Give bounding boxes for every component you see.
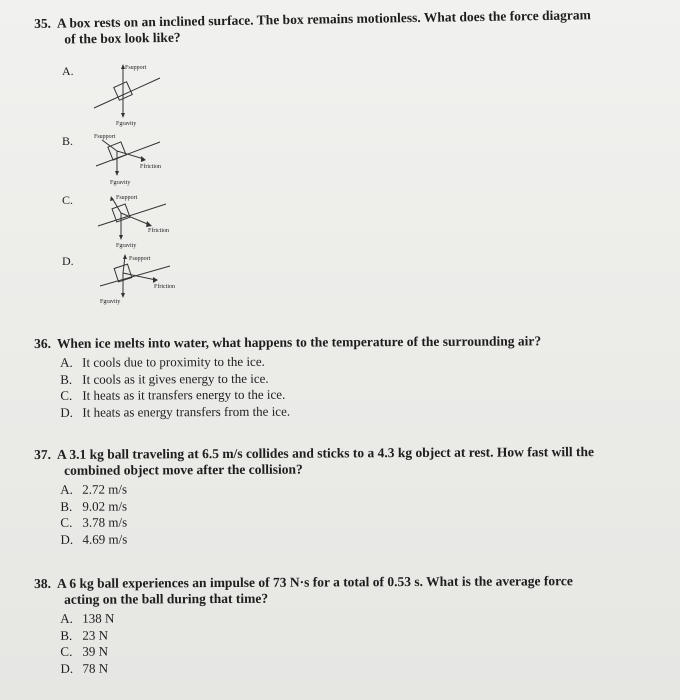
question-number: 38.	[34, 575, 51, 591]
option-text: It cools due to proximity to the ice.	[82, 353, 265, 370]
question-37-stem-line1: A 3.1 kg ball traveling at 6.5 m/s collides and sticks to a 4.3 kg object at rest. How fast will the	[56, 444, 595, 462]
option-letter: A.	[60, 354, 73, 370]
option-letter: B.	[60, 627, 73, 643]
question-number: 36.	[34, 335, 51, 351]
option-text: It heats as it transfers energy to the ice.	[82, 386, 286, 403]
question-36-options	[34, 352, 659, 421]
question-number: 37.	[34, 446, 51, 462]
question-35-option-d[interactable]: D.	[62, 254, 74, 268]
option-letter: B.	[60, 498, 73, 514]
force-diagram-d	[96, 252, 196, 308]
question-36	[34, 333, 659, 421]
label-support-c: Fsupport	[116, 195, 138, 201]
option-text: 78 N	[82, 660, 109, 676]
force-diagram-b	[90, 132, 180, 187]
option-letter: D.	[60, 660, 74, 676]
label-gravity-b: Fgravity	[110, 180, 131, 186]
question-37	[34, 444, 660, 548]
answer-option[interactable]	[60, 528, 659, 548]
label-support-d: Fsupport	[129, 256, 151, 262]
question-38-stem-line1: A 6 kg ball experiences an impulse of 73 N·s for a total of 0.53 s. What is the average force	[56, 573, 573, 591]
force-diagram-c	[92, 192, 187, 250]
question-35-option-c[interactable]: C.	[62, 193, 74, 207]
question-38-stem-line2: acting on the ball during that time?	[64, 590, 269, 607]
option-letter: C.	[60, 387, 73, 403]
option-text: 4.69 m/s	[82, 531, 128, 547]
option-letter: C.	[60, 514, 73, 530]
label-support-a: Fsupport	[125, 65, 147, 71]
option-text: 138 N	[82, 610, 115, 626]
option-text: 3.78 m/s	[82, 514, 128, 530]
question-35-option-a[interactable]: A.	[62, 64, 74, 78]
label-friction-c: Ffriction	[148, 228, 169, 234]
option-text: 2.72 m/s	[82, 481, 128, 497]
option-letter: A.	[60, 610, 73, 626]
option-text: It cools as it gives energy to the ice.	[82, 370, 269, 387]
label-friction-b: Ffriction	[140, 164, 161, 170]
question-35-stem-line2: of the box look like?	[64, 29, 181, 47]
question-37-stem	[34, 444, 659, 479]
force-diagram-a	[90, 62, 170, 132]
option-letter: C.	[60, 643, 73, 659]
answer-option[interactable]	[60, 657, 659, 677]
question-36-stem-line1: When ice melts into water, what happens to the temperature of the surrounding air?	[56, 333, 542, 351]
label-gravity-c: Fgravity	[116, 243, 137, 249]
option-letter: A.	[60, 481, 73, 497]
option-text: 9.02 m/s	[82, 498, 128, 514]
option-text: It heats as energy transfers from the ice.	[82, 403, 291, 420]
question-38-options	[34, 608, 659, 677]
option-text: 23 N	[82, 627, 108, 643]
question-36-stem	[34, 333, 659, 352]
question-38-stem	[34, 573, 659, 608]
label-friction-d: Ffriction	[154, 284, 175, 290]
question-35	[34, 6, 659, 48]
option-text: 39 N	[82, 643, 109, 659]
label-support-b: Fsupport	[94, 134, 116, 140]
question-35-stem-line1: A box rests on an inclined surface. The box remains motionless. What does the force diagram	[56, 7, 591, 31]
question-38	[34, 573, 660, 677]
option-letter: B.	[60, 371, 73, 387]
option-letter: D.	[60, 404, 74, 420]
answer-option[interactable]	[60, 401, 659, 421]
question-35-stem	[34, 6, 659, 48]
question-35-option-b[interactable]: B.	[62, 134, 74, 148]
question-37-stem-line2: combined object move after the collision?	[64, 461, 303, 478]
question-number: 35.	[34, 15, 52, 31]
label-gravity-d: Fgravity	[100, 299, 121, 305]
option-letter: D.	[60, 531, 74, 547]
label-gravity-a: Fgravity	[116, 121, 137, 127]
question-37-options	[34, 479, 659, 548]
